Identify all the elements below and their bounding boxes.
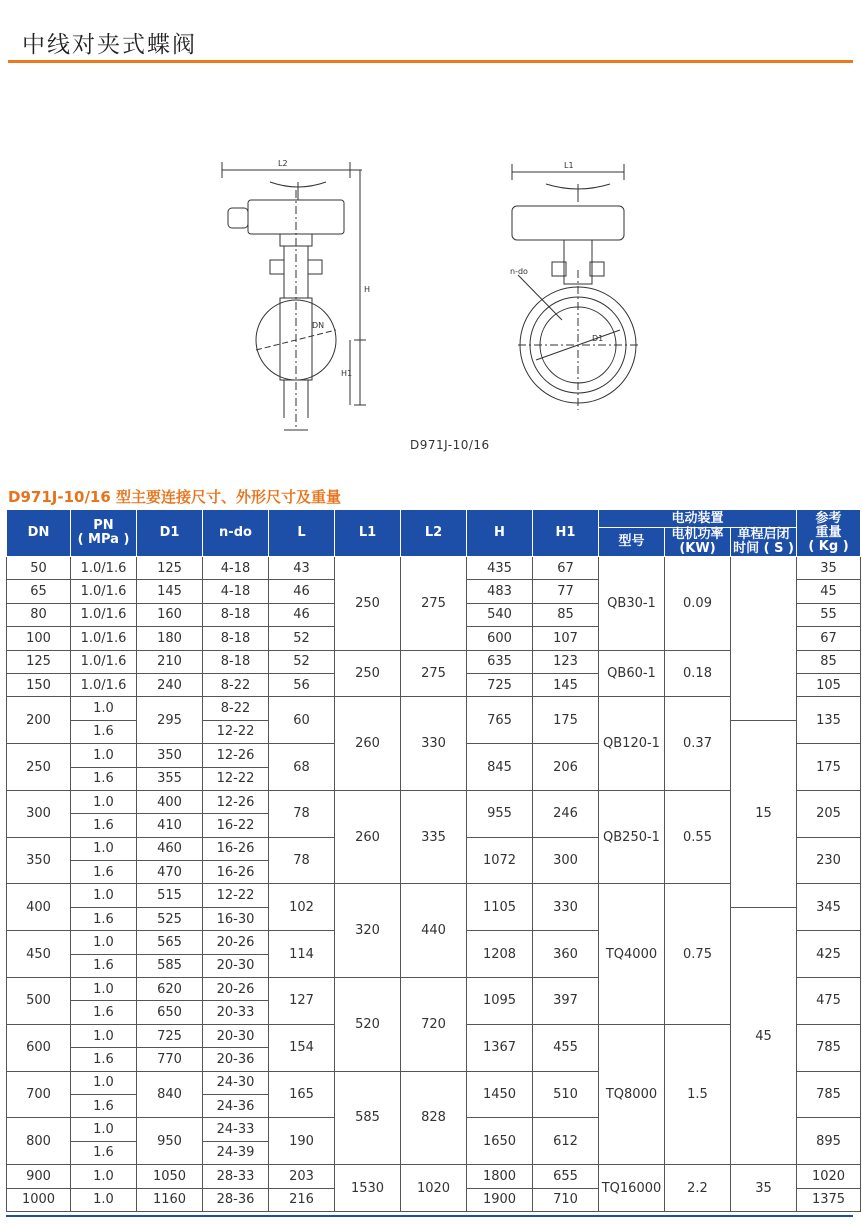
header-time	[731, 528, 797, 557]
cell-h: 635	[467, 650, 533, 673]
label-l2: L2	[278, 159, 288, 168]
cell-pn: 1.6	[71, 767, 137, 790]
cell-dn: 125	[7, 650, 71, 673]
cell-dn: 600	[7, 1024, 71, 1071]
header-electric: 电动装置	[599, 510, 797, 528]
header-time-unit: 时间 ( S )	[733, 541, 794, 556]
cell-ndo: 16-30	[203, 907, 269, 930]
header-l1: L1	[335, 510, 401, 557]
header-power	[665, 528, 731, 557]
cell-l: 78	[269, 837, 335, 884]
cell-weight: 475	[797, 978, 861, 1025]
cell-weight: 55	[797, 603, 861, 626]
cell-dn: 350	[7, 837, 71, 884]
cell-time-empty	[731, 557, 797, 721]
cell-h1: 85	[533, 603, 599, 626]
cell-l: 52	[269, 627, 335, 650]
cell-h1: 655	[533, 1165, 599, 1188]
cell-d1: 410	[137, 814, 203, 837]
cell-l: 203	[269, 1165, 335, 1188]
cell-ndo: 20-26	[203, 978, 269, 1001]
cell-ndo: 20-36	[203, 1048, 269, 1071]
cell-l1: 260	[335, 697, 401, 791]
cell-pn: 1.6	[71, 1141, 137, 1164]
cell-l: 78	[269, 790, 335, 837]
cell-dn: 50	[7, 557, 71, 580]
table-bottom-rule	[6, 1215, 853, 1217]
cell-weight: 345	[797, 884, 861, 931]
cell-dn: 800	[7, 1118, 71, 1165]
header-power-unit: (KW)	[679, 541, 716, 556]
cell-l2: 335	[401, 790, 467, 884]
cell-ndo: 16-26	[203, 861, 269, 884]
cell-l1: 320	[335, 884, 401, 978]
cell-weight: 1375	[797, 1188, 861, 1211]
cell-l: 52	[269, 650, 335, 673]
cell-d1: 585	[137, 954, 203, 977]
cell-time: 45	[731, 907, 797, 1164]
cell-weight: 425	[797, 931, 861, 978]
cell-dn: 80	[7, 603, 71, 626]
cell-l2: 330	[401, 697, 467, 791]
page-title: 中线对夹式蝶阀	[22, 32, 197, 58]
cell-l2: 275	[401, 650, 467, 697]
cell-time: 35	[731, 1165, 797, 1212]
cell-h: 483	[467, 580, 533, 603]
cell-model: QB250-1	[599, 790, 665, 884]
cell-pn: 1.0/1.6	[71, 580, 137, 603]
cell-h1: 710	[533, 1188, 599, 1211]
cell-pn: 1.0/1.6	[71, 627, 137, 650]
table-row	[7, 1165, 861, 1188]
cell-l1: 520	[335, 978, 401, 1072]
cell-h1: 455	[533, 1024, 599, 1071]
cell-h: 845	[467, 744, 533, 791]
header-h1: H1	[533, 510, 599, 557]
cell-pn: 1.0	[71, 1165, 137, 1188]
cell-d1: 650	[137, 1001, 203, 1024]
cell-weight: 895	[797, 1118, 861, 1165]
cell-d1: 125	[137, 557, 203, 580]
cell-model: QB30-1	[599, 557, 665, 651]
cell-dn: 700	[7, 1071, 71, 1118]
header-power-label: 电机功率	[671, 527, 724, 542]
cell-d1: 400	[137, 790, 203, 813]
cell-pn: 1.0	[71, 697, 137, 720]
cell-h1: 77	[533, 580, 599, 603]
header-ndo: n-do	[203, 510, 269, 557]
header-pn-unit: ( MPa )	[77, 532, 130, 547]
cell-d1: 565	[137, 931, 203, 954]
cell-pn: 1.0	[71, 790, 137, 813]
cell-pn: 1.6	[71, 814, 137, 837]
cell-weight: 45	[797, 580, 861, 603]
cell-h1: 107	[533, 627, 599, 650]
cell-l2: 720	[401, 978, 467, 1072]
cell-l: 60	[269, 697, 335, 744]
cell-model: TQ8000	[599, 1024, 665, 1164]
header-l: L	[269, 510, 335, 557]
cell-dn: 300	[7, 790, 71, 837]
cell-ndo: 12-22	[203, 767, 269, 790]
header-d1: D1	[137, 510, 203, 557]
cell-l2: 1020	[401, 1165, 467, 1212]
cell-power: 0.75	[665, 884, 731, 1024]
cell-d1: 470	[137, 861, 203, 884]
header-dn: DN	[7, 510, 71, 557]
cell-pn: 1.0	[71, 1118, 137, 1141]
header-pn	[71, 510, 137, 557]
cell-dn: 450	[7, 931, 71, 978]
cell-l1: 250	[335, 557, 401, 651]
header-model: 型号	[599, 528, 665, 557]
cell-d1: 160	[137, 603, 203, 626]
cell-h1: 300	[533, 837, 599, 884]
table-heading: D971J-10/16 型主要连接尺寸、外形尺寸及重量	[8, 488, 342, 506]
cell-weight: 1020	[797, 1165, 861, 1188]
cell-h1: 123	[533, 650, 599, 673]
cell-pn: 1.0	[71, 837, 137, 860]
cell-d1: 950	[137, 1118, 203, 1165]
cell-d1: 210	[137, 650, 203, 673]
cell-ndo: 8-18	[203, 603, 269, 626]
cell-ndo: 8-18	[203, 650, 269, 673]
cell-power: 1.5	[665, 1024, 731, 1164]
cell-h1: 145	[533, 673, 599, 696]
cell-pn: 1.0/1.6	[71, 650, 137, 673]
cell-d1: 840	[137, 1071, 203, 1118]
header-weight-line2: 重量	[815, 525, 842, 540]
cell-ndo: 8-22	[203, 697, 269, 720]
cell-model: QB60-1	[599, 650, 665, 697]
cell-ndo: 28-36	[203, 1188, 269, 1211]
cell-pn: 1.6	[71, 861, 137, 884]
cell-h: 1450	[467, 1071, 533, 1118]
label-h1: H1	[341, 369, 353, 378]
cell-d1: 180	[137, 627, 203, 650]
header-l2: L2	[401, 510, 467, 557]
cell-l: 102	[269, 884, 335, 931]
cell-l: 46	[269, 580, 335, 603]
cell-power: 0.18	[665, 650, 731, 697]
cell-dn: 200	[7, 697, 71, 744]
cell-pn: 1.0	[71, 1071, 137, 1094]
cell-l: 43	[269, 557, 335, 580]
cell-h1: 612	[533, 1118, 599, 1165]
cell-ndo: 12-22	[203, 884, 269, 907]
cell-power: 0.09	[665, 557, 731, 651]
cell-pn: 1.0	[71, 744, 137, 767]
cell-d1: 460	[137, 837, 203, 860]
cell-ndo: 12-26	[203, 790, 269, 813]
header-pn-label: PN	[93, 518, 114, 533]
cell-d1: 525	[137, 907, 203, 930]
cell-l: 68	[269, 744, 335, 791]
cell-pn: 1.6	[71, 907, 137, 930]
cell-h1: 330	[533, 884, 599, 931]
cell-pn: 1.6	[71, 1094, 137, 1117]
cell-pn: 1.0	[71, 1024, 137, 1047]
cell-weight: 175	[797, 744, 861, 791]
cell-h1: 397	[533, 978, 599, 1025]
cell-h1: 67	[533, 557, 599, 580]
cell-power: 0.55	[665, 790, 731, 884]
cell-l: 127	[269, 978, 335, 1025]
title-rule	[8, 60, 853, 63]
cell-l1: 585	[335, 1071, 401, 1165]
cell-pn: 1.0/1.6	[71, 603, 137, 626]
cell-time: 15	[731, 720, 797, 907]
cell-weight: 135	[797, 697, 861, 744]
cell-pn: 1.6	[71, 954, 137, 977]
cell-pn: 1.0	[71, 931, 137, 954]
header-weight	[797, 510, 861, 557]
cell-d1: 620	[137, 978, 203, 1001]
cell-h: 725	[467, 673, 533, 696]
cell-d1: 240	[137, 673, 203, 696]
figure-caption: D971J-10/16	[410, 438, 490, 452]
cell-h1: 175	[533, 697, 599, 744]
cell-pn: 1.6	[71, 1001, 137, 1024]
label-dn: DN	[312, 321, 325, 330]
cell-h: 1900	[467, 1188, 533, 1211]
cell-pn: 1.0/1.6	[71, 557, 137, 580]
cell-ndo: 20-26	[203, 931, 269, 954]
cell-h: 435	[467, 557, 533, 580]
header-h: H	[467, 510, 533, 557]
cell-l: 165	[269, 1071, 335, 1118]
valve-drawing	[200, 150, 670, 440]
cell-d1: 515	[137, 884, 203, 907]
cell-h: 1650	[467, 1118, 533, 1165]
cell-ndo: 24-36	[203, 1094, 269, 1117]
cell-d1: 350	[137, 744, 203, 767]
cell-weight: 35	[797, 557, 861, 580]
cell-d1: 145	[137, 580, 203, 603]
cell-d1: 725	[137, 1024, 203, 1047]
cell-l1: 1530	[335, 1165, 401, 1212]
cell-pn: 1.6	[71, 1048, 137, 1071]
cell-ndo: 24-30	[203, 1071, 269, 1094]
cell-d1: 355	[137, 767, 203, 790]
header-time-label: 单程启闭	[737, 527, 790, 542]
cell-h: 1095	[467, 978, 533, 1025]
cell-d1: 1160	[137, 1188, 203, 1211]
cell-model: TQ4000	[599, 884, 665, 1024]
label-l1: L1	[564, 161, 574, 170]
cell-weight: 205	[797, 790, 861, 837]
table-row	[7, 557, 861, 580]
cell-ndo: 12-22	[203, 720, 269, 743]
cell-h: 1208	[467, 931, 533, 978]
cell-h1: 360	[533, 931, 599, 978]
cell-h: 955	[467, 790, 533, 837]
cell-h: 540	[467, 603, 533, 626]
cell-h: 1367	[467, 1024, 533, 1071]
header-weight-unit: ( Kg )	[808, 539, 849, 554]
cell-l2: 828	[401, 1071, 467, 1165]
cell-h: 1800	[467, 1165, 533, 1188]
spec-table	[6, 509, 861, 1212]
cell-d1: 295	[137, 697, 203, 744]
cell-l1: 260	[335, 790, 401, 884]
header-weight-line1: 参考	[815, 511, 842, 526]
cell-dn: 250	[7, 744, 71, 791]
cell-d1: 770	[137, 1048, 203, 1071]
cell-dn: 1000	[7, 1188, 71, 1211]
cell-l2: 275	[401, 557, 467, 651]
cell-weight: 85	[797, 650, 861, 673]
cell-dn: 400	[7, 884, 71, 931]
cell-l: 114	[269, 931, 335, 978]
cell-weight: 785	[797, 1024, 861, 1071]
cell-dn: 900	[7, 1165, 71, 1188]
cell-ndo: 4-18	[203, 557, 269, 580]
cell-pn: 1.0/1.6	[71, 673, 137, 696]
cell-l: 154	[269, 1024, 335, 1071]
cell-h: 1105	[467, 884, 533, 931]
cell-ndo: 16-22	[203, 814, 269, 837]
cell-model: TQ16000	[599, 1165, 665, 1212]
cell-d1: 1050	[137, 1165, 203, 1188]
cell-dn: 500	[7, 978, 71, 1025]
label-d1: D1	[592, 334, 604, 343]
cell-ndo: 16-26	[203, 837, 269, 860]
cell-l: 46	[269, 603, 335, 626]
cell-l: 56	[269, 673, 335, 696]
cell-dn: 65	[7, 580, 71, 603]
cell-ndo: 24-33	[203, 1118, 269, 1141]
cell-model: QB120-1	[599, 697, 665, 791]
cell-l1: 250	[335, 650, 401, 697]
cell-h1: 510	[533, 1071, 599, 1118]
cell-pn: 1.0	[71, 1188, 137, 1211]
cell-ndo: 20-30	[203, 1024, 269, 1047]
cell-l: 190	[269, 1118, 335, 1165]
label-ndo: n-do	[510, 267, 528, 276]
cell-l: 216	[269, 1188, 335, 1211]
cell-ndo: 20-33	[203, 1001, 269, 1024]
cell-ndo: 12-26	[203, 744, 269, 767]
cell-h: 600	[467, 627, 533, 650]
cell-ndo: 8-22	[203, 673, 269, 696]
cell-ndo: 4-18	[203, 580, 269, 603]
cell-weight: 785	[797, 1071, 861, 1118]
cell-ndo: 28-33	[203, 1165, 269, 1188]
cell-power: 2.2	[665, 1165, 731, 1212]
cell-power: 0.37	[665, 697, 731, 791]
cell-pn: 1.0	[71, 884, 137, 907]
cell-dn: 150	[7, 673, 71, 696]
cell-pn: 1.6	[71, 720, 137, 743]
cell-ndo: 20-30	[203, 954, 269, 977]
label-h: H	[364, 285, 371, 294]
cell-weight: 105	[797, 673, 861, 696]
cell-ndo: 24-39	[203, 1141, 269, 1164]
cell-ndo: 8-18	[203, 627, 269, 650]
cell-h: 1072	[467, 837, 533, 884]
cell-pn: 1.0	[71, 978, 137, 1001]
cell-dn: 100	[7, 627, 71, 650]
cell-weight: 230	[797, 837, 861, 884]
cell-h1: 206	[533, 744, 599, 791]
cell-l2: 440	[401, 884, 467, 978]
cell-h: 765	[467, 697, 533, 744]
cell-weight: 67	[797, 627, 861, 650]
cell-h1: 246	[533, 790, 599, 837]
